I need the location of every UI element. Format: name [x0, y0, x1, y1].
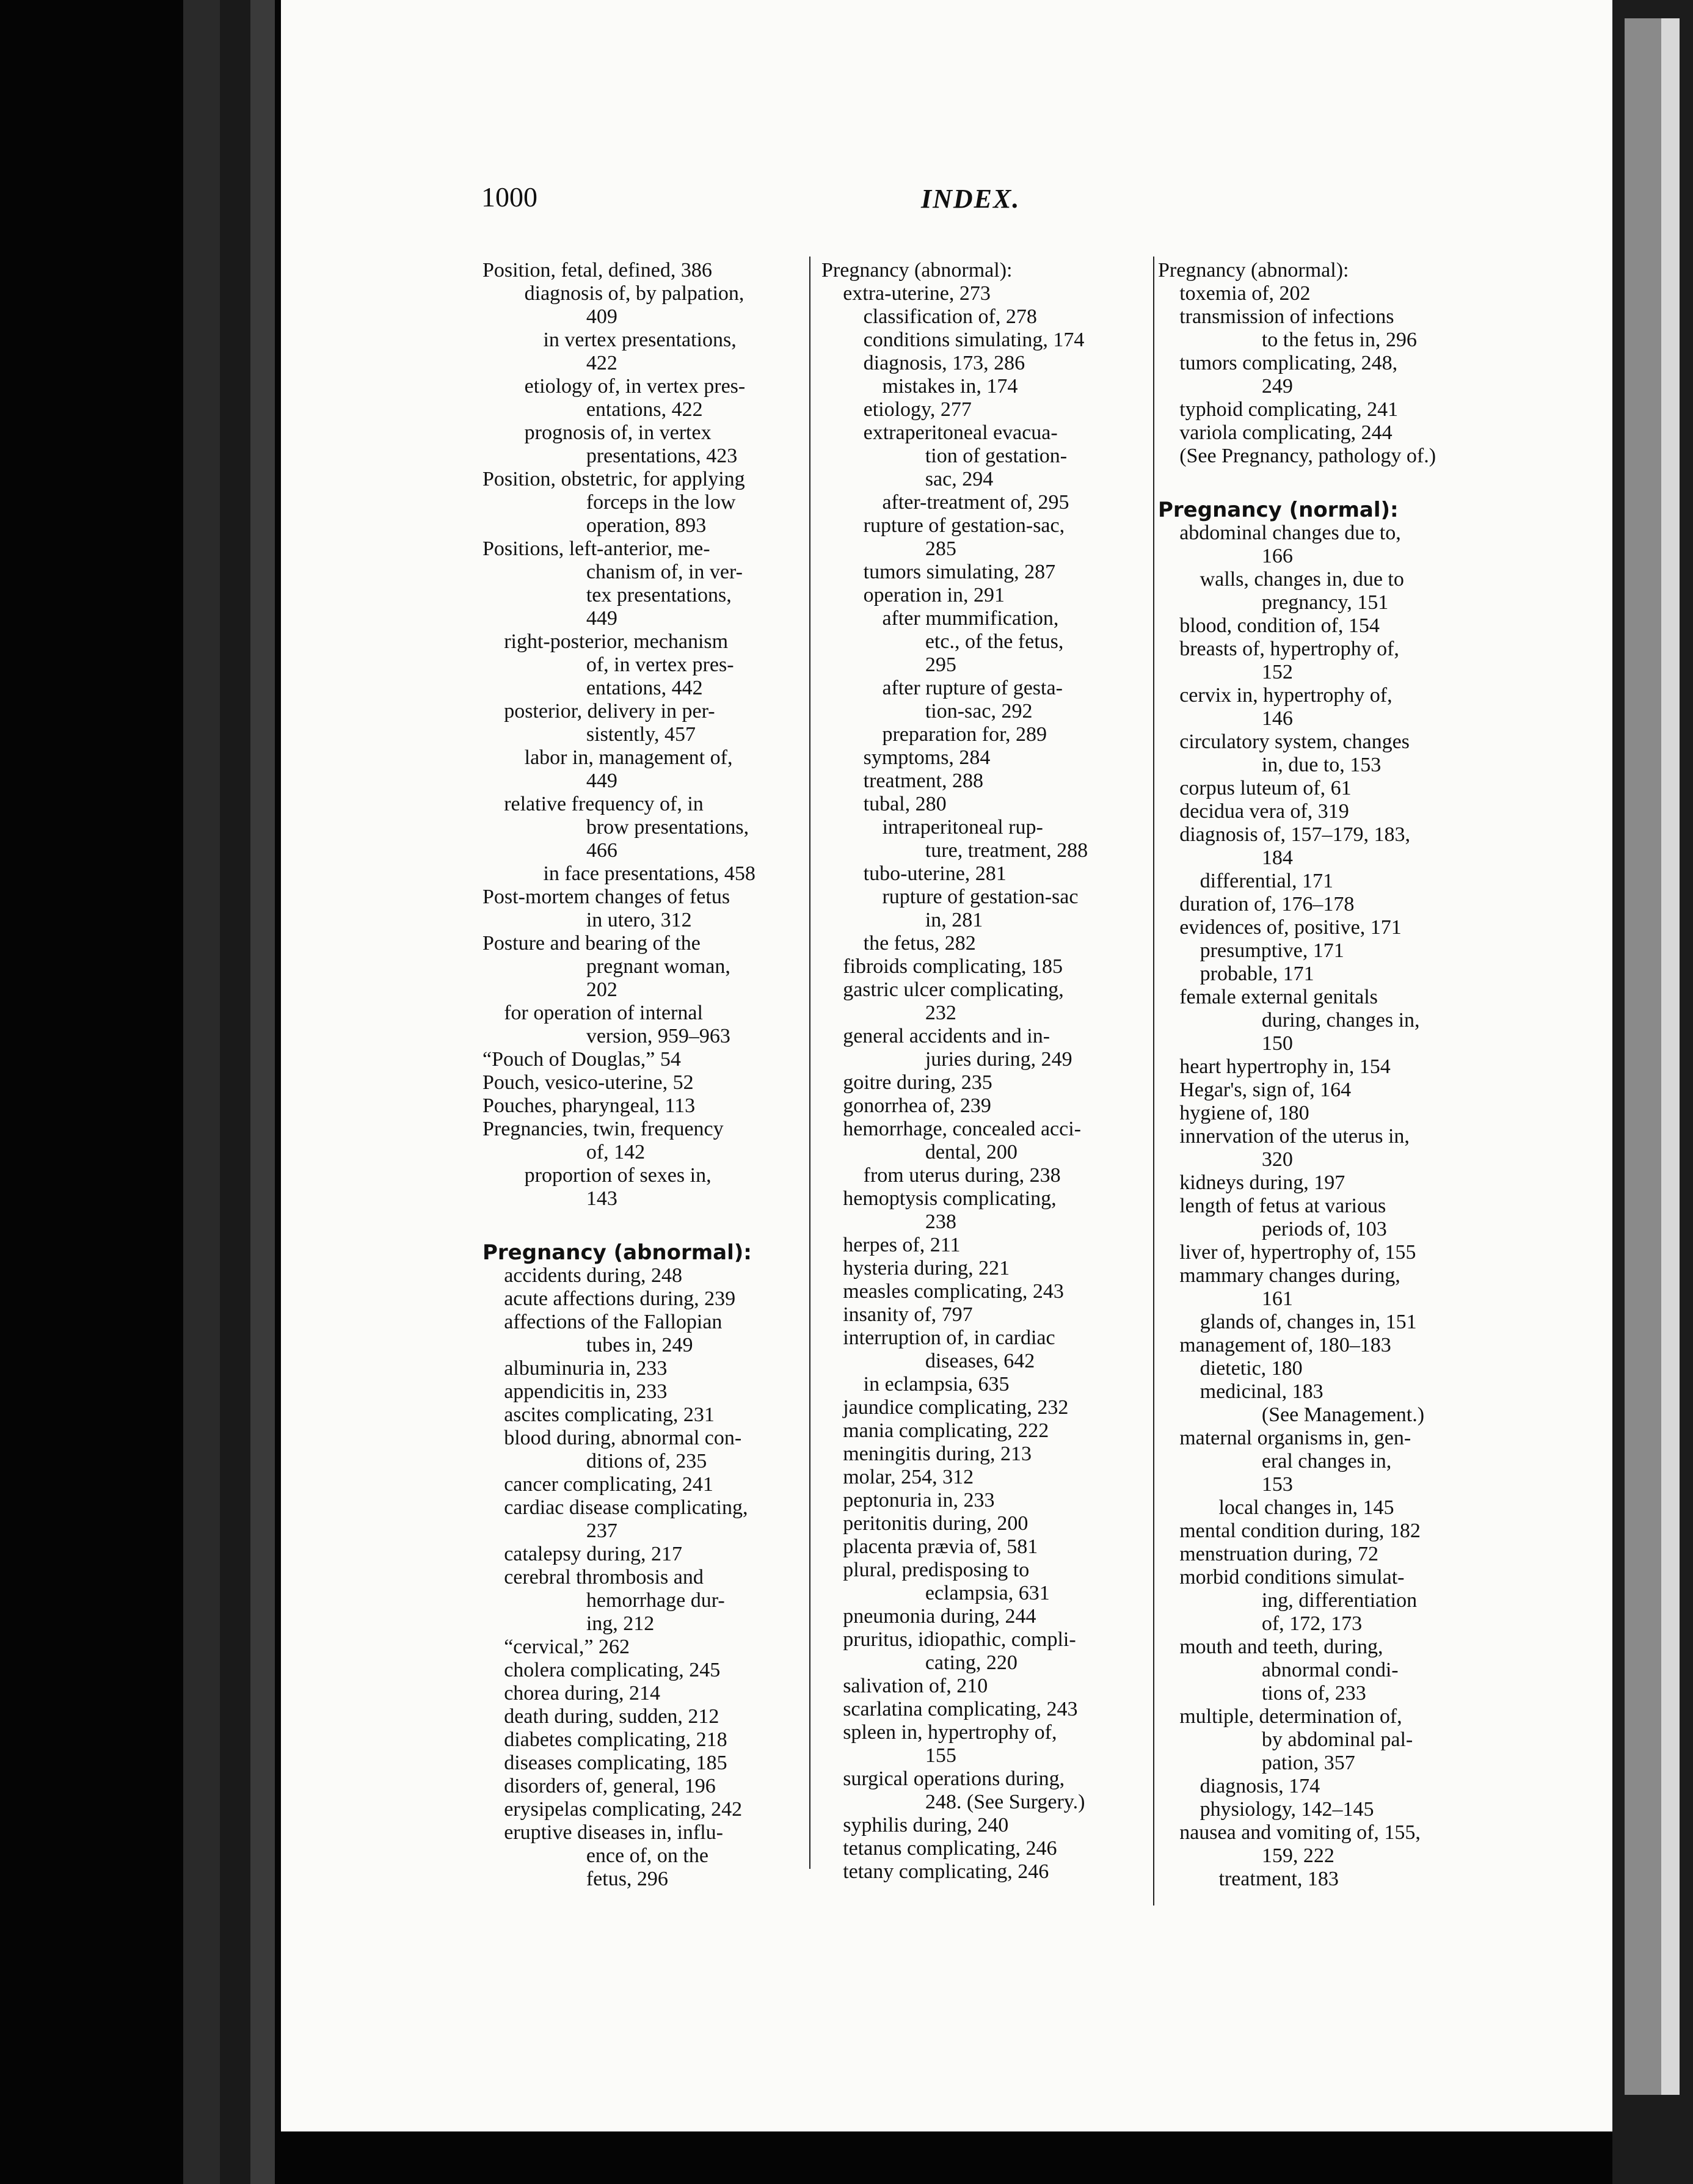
index-entry: heart hypertrophy in, 154 [1179, 1055, 1391, 1078]
index-entry: acute affections during, 239 [504, 1287, 736, 1310]
index-entry: diagnosis of, 157–179, 183, [1179, 823, 1410, 846]
index-entry: appendicitis in, 233 [504, 1380, 668, 1403]
index-entry: mental condition during, 182 [1179, 1520, 1421, 1542]
index-entry: dietetic, 180 [1200, 1357, 1303, 1380]
index-entry: pregnancy, 151 [1261, 591, 1389, 614]
index-entry: posterior, delivery in per- [504, 700, 715, 723]
index-entry: presumptive, 171 [1200, 939, 1344, 962]
index-entry: extra-uterine, 273 [843, 282, 991, 305]
index-entry: jaundice complicating, 232 [843, 1396, 1069, 1419]
index-entry: diseases complicating, 185 [504, 1752, 727, 1774]
index-entry: hemoptysis complicating, [843, 1187, 1057, 1210]
index-entry: probable, 171 [1200, 963, 1314, 985]
index-entry: ture, treatment, 288 [925, 839, 1088, 862]
index-entry: etiology, 277 [863, 398, 972, 421]
index-entry: operation in, 291 [863, 584, 1005, 606]
index-entry: tex presentations, [586, 584, 732, 606]
index-entry: in face presentations, 458 [543, 862, 755, 885]
index-entry: 320 [1261, 1148, 1293, 1171]
index-heading: Pregnancy (normal): [1158, 498, 1399, 522]
index-entry: death during, sudden, 212 [504, 1705, 719, 1728]
index-entry: 202 [586, 978, 617, 1001]
index-entry: duration of, 176–178 [1179, 893, 1355, 915]
index-entry: variola complicating, 244 [1179, 421, 1393, 444]
index-entry: Posture and bearing of the [482, 932, 701, 955]
index-entry: ditions of, 235 [586, 1450, 707, 1472]
index-entry: sistently, 457 [586, 723, 696, 746]
index-entry: after mummification, [882, 607, 1059, 630]
index-entry: 152 [1261, 661, 1293, 683]
index-entry: the fetus, 282 [863, 932, 976, 955]
index-entry: diseases, 642 [925, 1350, 1035, 1372]
index-entry: (See Management.) [1261, 1403, 1425, 1426]
column-rule [1153, 257, 1154, 1906]
index-entry: in eclampsia, 635 [863, 1373, 1010, 1396]
index-entry: albuminuria in, 233 [504, 1357, 668, 1380]
index-entry: tumors simulating, 287 [863, 561, 1056, 583]
index-entry: blood, condition of, 154 [1179, 614, 1380, 637]
index-column-3 [1158, 259, 1500, 1891]
index-entry: pruritus, idiopathic, compli- [843, 1628, 1076, 1651]
index-entry: ing, 212 [586, 1612, 655, 1635]
index-entry: juries during, 249 [925, 1048, 1072, 1071]
index-entry: spleen in, hypertrophy of, [843, 1721, 1057, 1744]
index-entry: ence of, on the [586, 1844, 708, 1867]
index-entry: chanism of, in ver- [586, 561, 743, 583]
index-entry: cervix in, hypertrophy of, [1179, 684, 1393, 707]
index-entry: 249 [1261, 375, 1293, 398]
index-entry: meningitis during, 213 [843, 1443, 1032, 1465]
index-entry: classification of, 278 [863, 305, 1037, 328]
index-entry: version, 959–963 [586, 1025, 730, 1047]
index-entry: tetanus complicating, 246 [843, 1837, 1057, 1860]
index-entry: tion of gestation- [925, 445, 1068, 467]
index-entry: Pouches, pharyngeal, 113 [482, 1094, 696, 1117]
index-entry: circulatory system, changes [1179, 730, 1410, 753]
index-entry: cating, 220 [925, 1651, 1018, 1674]
index-entry: of, 172, 173 [1261, 1612, 1363, 1635]
index-entry: 409 [586, 305, 617, 328]
index-heading: Pregnancy (abnormal): [482, 1240, 752, 1265]
index-entry: Positions, left-anterior, me- [482, 537, 710, 560]
index-entry: forceps in the low [586, 491, 736, 514]
index-entry: management of, 180–183 [1179, 1334, 1391, 1356]
index-entry: typhoid complicating, 241 [1179, 398, 1399, 421]
index-entry: mania complicating, 222 [843, 1419, 1049, 1442]
index-entry: syphilis during, 240 [843, 1814, 1009, 1836]
index-entry: 466 [586, 839, 617, 862]
index-entry: relative frequency of, in [504, 793, 704, 815]
index-entry: general accidents and in- [843, 1025, 1050, 1047]
index-entry: dental, 200 [925, 1141, 1018, 1163]
index-entry: diagnosis of, by palpation, [524, 282, 745, 305]
index-entry: local changes in, 145 [1218, 1496, 1394, 1519]
index-entry: gonorrhea of, 239 [843, 1094, 991, 1117]
index-entry: walls, changes in, due to [1200, 568, 1404, 591]
index-entry: diagnosis, 174 [1200, 1775, 1320, 1797]
index-entry: sac, 294 [925, 468, 994, 490]
index-entry: Hegar's, sign of, 164 [1179, 1079, 1352, 1101]
index-entry: mouth and teeth, during, [1179, 1636, 1383, 1658]
index-entry: hemorrhage, concealed acci- [843, 1118, 1081, 1140]
index-entry: nausea and vomiting of, 155, [1179, 1821, 1421, 1844]
index-entry: tion-sac, 292 [925, 700, 1033, 723]
index-entry: chorea during, 214 [504, 1682, 661, 1705]
index-entry: proportion of sexes in, [524, 1164, 712, 1187]
index-entry: from uterus during, 238 [863, 1164, 1061, 1187]
index-entry: Post-mortem changes of fetus [482, 886, 730, 908]
index-entry: symptoms, 284 [863, 746, 991, 769]
index-entry: for operation of internal [504, 1002, 703, 1024]
index-entry: Position, obstetric, for applying [482, 468, 745, 490]
index-entry: plural, predisposing to [843, 1559, 1030, 1581]
index-entry: 161 [1261, 1287, 1293, 1310]
index-entry: pneumonia during, 244 [843, 1605, 1036, 1628]
index-entry: pregnant woman, [586, 955, 730, 978]
index-entry: of, in vertex pres- [586, 653, 734, 676]
index-entry: fetus, 296 [586, 1868, 668, 1890]
index-entry: multiple, determination of, [1179, 1705, 1402, 1728]
index-entry: of, 142 [586, 1141, 646, 1163]
index-entry: presentations, 423 [586, 445, 738, 467]
index-entry: etiology of, in vertex pres- [524, 375, 746, 398]
index-entry: 295 [925, 653, 956, 676]
index-entry: tubal, 280 [863, 793, 947, 815]
index-entry: after-treatment of, 295 [882, 491, 1069, 514]
index-entry: Pregnancy (abnormal): [821, 259, 1013, 282]
index-entry: erysipelas complicating, 242 [504, 1798, 743, 1821]
index-entry: in utero, 312 [586, 909, 692, 931]
index-entry: treatment, 288 [863, 770, 984, 792]
index-entry: cancer complicating, 241 [504, 1473, 713, 1496]
index-entry: 143 [586, 1187, 617, 1210]
index-entry: 166 [1261, 545, 1293, 567]
index-entry: interruption of, in cardiac [843, 1327, 1055, 1349]
index-entry: “Pouch of Douglas,” 54 [482, 1048, 681, 1071]
index-entry: entations, 442 [586, 677, 703, 699]
index-entry: toxemia of, 202 [1179, 282, 1311, 305]
index-entry: ascites complicating, 231 [504, 1403, 715, 1426]
index-entry: Pregnancy (abnormal): [1158, 259, 1349, 282]
index-entry: 159, 222 [1261, 1844, 1334, 1867]
index-entry: mistakes in, 174 [882, 375, 1018, 398]
index-entry: 153 [1261, 1473, 1293, 1496]
index-entry: labor in, management of, [524, 746, 733, 769]
index-entry: treatment, 183 [1218, 1868, 1339, 1890]
index-entry: liver of, hypertrophy of, 155 [1179, 1241, 1416, 1264]
index-entry: tumors complicating, 248, [1179, 352, 1398, 374]
index-entry: 285 [925, 537, 956, 560]
index-entry: placenta prævia of, 581 [843, 1535, 1038, 1558]
index-entry: tubo-uterine, 281 [863, 862, 1007, 885]
index-entry: diagnosis, 173, 286 [863, 352, 1025, 374]
index-entry: cholera complicating, 245 [504, 1659, 721, 1681]
index-entry: ing, differentiation [1261, 1589, 1418, 1612]
index-entry: extraperitoneal evacua- [863, 421, 1058, 444]
index-entry: in, 281 [925, 909, 983, 931]
index-entry: conditions simulating, 174 [863, 329, 1085, 351]
index-entry: cerebral thrombosis and [504, 1566, 704, 1589]
page-number: 1000 [481, 181, 537, 213]
index-entry: etc., of the fetus, [925, 630, 1064, 653]
index-entry: in, due to, 153 [1261, 754, 1382, 776]
index-entry: peritonitis during, 200 [843, 1512, 1029, 1535]
index-entry: diabetes complicating, 218 [504, 1728, 727, 1751]
index-entry: mammary changes during, [1179, 1264, 1400, 1287]
index-entry: preparation for, 289 [882, 723, 1047, 746]
index-entry: affections of the Fallopian [504, 1311, 723, 1333]
index-entry: entations, 422 [586, 398, 703, 421]
index-entry: to the fetus in, 296 [1261, 329, 1417, 351]
index-entry: tubes in, 249 [586, 1334, 693, 1356]
index-entry: maternal organisms in, gen- [1179, 1427, 1411, 1449]
index-entry: glands of, changes in, 151 [1200, 1311, 1417, 1333]
index-entry: in vertex presentations, [543, 329, 737, 351]
index-entry: differential, 171 [1200, 870, 1334, 892]
index-entry: evidences of, positive, 171 [1179, 916, 1402, 939]
index-entry: intraperitoneal rup- [882, 816, 1043, 839]
index-entry: hysteria during, 221 [843, 1257, 1010, 1279]
index-entry: abnormal condi- [1261, 1659, 1399, 1681]
index-entry: eclampsia, 631 [925, 1582, 1050, 1604]
index-entry: eral changes in, [1261, 1450, 1392, 1472]
index-entry: morbid conditions simulat- [1179, 1566, 1405, 1589]
index-entry: 248. (See Surgery.) [925, 1791, 1085, 1813]
index-entry: during, changes in, [1261, 1009, 1420, 1032]
index-entry: catalepsy during, 217 [504, 1543, 682, 1565]
index-entry: scarlatina complicating, 243 [843, 1698, 1078, 1720]
index-entry: tions of, 233 [1261, 1682, 1366, 1705]
index-entry: rupture of gestation-sac, [863, 514, 1065, 537]
index-entry: breasts of, hypertrophy of, [1179, 638, 1399, 660]
index-entry: cardiac disease complicating, [504, 1496, 748, 1519]
index-entry: rupture of gestation-sac [882, 886, 1079, 908]
index-entry: menstruation during, 72 [1179, 1543, 1378, 1565]
index-entry: 422 [586, 352, 617, 374]
index-entry: goitre during, 235 [843, 1071, 992, 1094]
index-entry: “cervical,” 262 [504, 1636, 630, 1658]
index-entry: measles complicating, 243 [843, 1280, 1064, 1303]
index-entry: fibroids complicating, 185 [843, 955, 1063, 978]
index-entry: pation, 357 [1261, 1752, 1355, 1774]
index-entry: 237 [586, 1520, 617, 1542]
index-entry: by abdominal pal- [1261, 1728, 1413, 1751]
index-entry: accidents during, 248 [504, 1264, 682, 1287]
index-entry: disorders of, general, 196 [504, 1775, 716, 1797]
index-column-1 [482, 259, 806, 1891]
index-entry: herpes of, 211 [843, 1234, 961, 1256]
index-entry: 238 [925, 1210, 956, 1233]
index-entry: right-posterior, mechanism [504, 630, 729, 653]
index-entry: Pregnancies, twin, frequency [482, 1118, 724, 1140]
index-entry: operation, 893 [586, 514, 707, 537]
index-entry: 146 [1261, 707, 1293, 730]
index-entry: after rupture of gesta- [882, 677, 1063, 699]
index-entry: insanity of, 797 [843, 1303, 973, 1326]
index-entry: 150 [1261, 1032, 1293, 1055]
index-entry: 155 [925, 1744, 956, 1767]
index-entry: 184 [1261, 846, 1293, 869]
index-entry: eruptive diseases in, influ- [504, 1821, 723, 1844]
index-entry: decidua vera of, 319 [1179, 800, 1349, 823]
index-entry: 449 [586, 607, 617, 630]
page-header-title: INDEX. [921, 184, 1021, 214]
index-entry: salivation of, 210 [843, 1675, 988, 1697]
index-entry: blood during, abnormal con- [504, 1427, 742, 1449]
index-entry: surgical operations during, [843, 1767, 1065, 1790]
column-rule [809, 257, 810, 1869]
index-entry: molar, 254, 312 [843, 1466, 974, 1488]
index-entry: innervation of the uterus in, [1179, 1125, 1410, 1148]
index-entry: peptonuria in, 233 [843, 1489, 995, 1512]
index-entry: corpus luteum of, 61 [1179, 777, 1352, 799]
index-entry: female external genitals [1179, 986, 1378, 1008]
index-column-2 [821, 259, 1151, 1884]
index-entry: 449 [586, 770, 617, 792]
index-entry: (See Pregnancy, pathology of.) [1179, 445, 1436, 467]
index-entry: length of fetus at various [1179, 1195, 1386, 1217]
index-entry: prognosis of, in vertex [524, 421, 712, 444]
index-entry: hemorrhage dur- [586, 1589, 725, 1612]
index-entry: brow presentations, [586, 816, 749, 839]
index-entry: Pouch, vesico-uterine, 52 [482, 1071, 694, 1094]
index-entry: Position, fetal, defined, 386 [482, 259, 712, 282]
index-entry: hygiene of, 180 [1179, 1102, 1309, 1124]
index-entry: kidneys during, 197 [1179, 1171, 1345, 1194]
index-entry: tetany complicating, 246 [843, 1860, 1049, 1883]
index-entry: transmission of infections [1179, 305, 1394, 328]
index-entry: medicinal, 183 [1200, 1380, 1323, 1403]
index-entry: gastric ulcer complicating, [843, 978, 1064, 1001]
index-entry: physiology, 142–145 [1200, 1798, 1374, 1821]
index-entry: 232 [925, 1002, 956, 1024]
index-entry: abdominal changes due to, [1179, 522, 1401, 544]
index-entry: periods of, 103 [1261, 1218, 1387, 1240]
